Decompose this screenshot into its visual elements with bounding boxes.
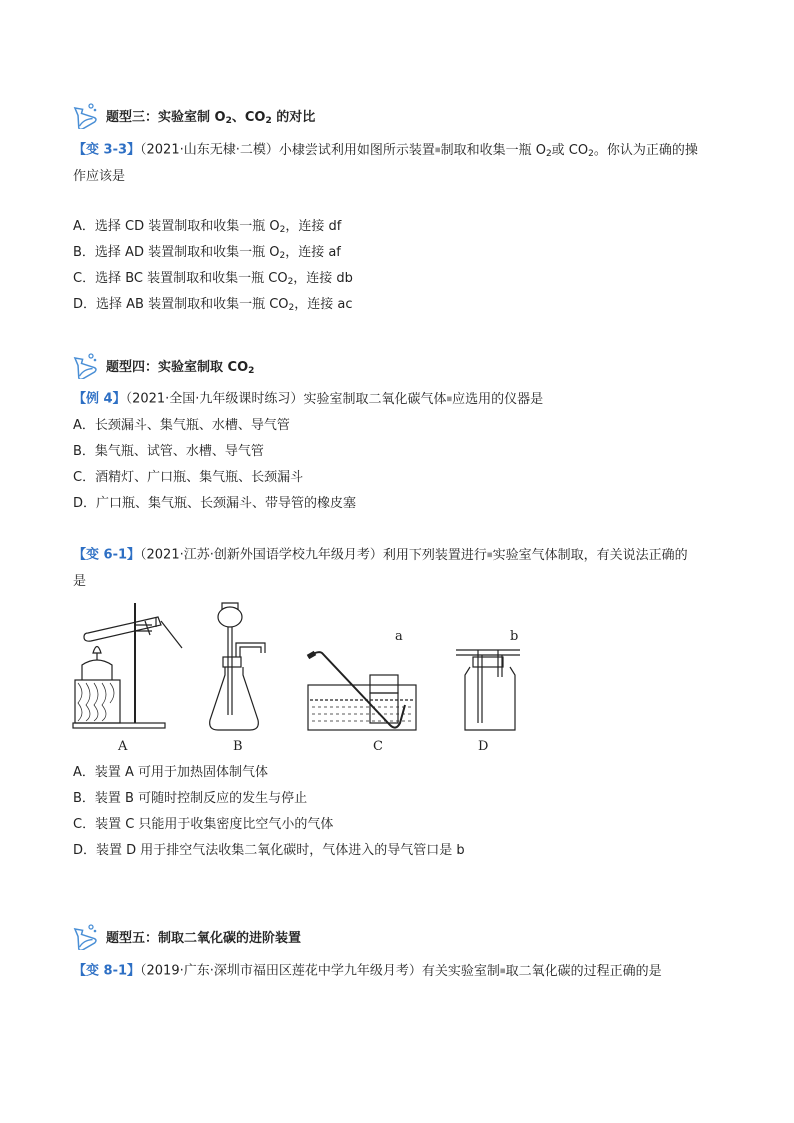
- section-heading-3: [70, 100, 315, 130]
- option-d[interactable]: D．装置 D 用于排空气法收集二氧化碳时，气体进入的导气管口是 b: [73, 843, 465, 858]
- question-source: （2021·全国·九年级课时练习）: [125, 391, 304, 407]
- question-stem: 利用下列装置进行■实验室气体制取，有关说法正确的: [382, 547, 688, 563]
- question-6-1: [73, 542, 733, 595]
- flask-icon: [70, 101, 100, 129]
- option-a[interactable]: A．装置 A 可用于加热固体制气体: [73, 765, 269, 780]
- apparatus-a: [73, 603, 182, 728]
- option-b[interactable]: B．装置 B 可随时控制反应的发生与停止: [73, 791, 308, 806]
- question-stem: 实验室制取二氧化碳气体■应选用的仪器是: [303, 391, 544, 407]
- option-d[interactable]: D．广口瓶、集气瓶、长颈漏斗、带导管的橡皮塞: [73, 495, 357, 511]
- question-8-1: [73, 958, 733, 985]
- option-d[interactable]: D．选择 AB 装置制取和收集一瓶 $CO_2$，连接 ac: [73, 297, 353, 313]
- question-stem-cont: 作应该是: [73, 168, 126, 184]
- section-title-5: 题型五：制取二氧化碳的进阶装置: [106, 930, 302, 946]
- figure-label-a: A: [118, 739, 128, 754]
- question-source: （2021·江苏·创新外国语学校九年级月考）: [140, 547, 383, 563]
- apparatus-c: [308, 652, 416, 730]
- option-a[interactable]: A．选择 CD 装置制取和收集一瓶 $O_2$，连接 df: [73, 219, 342, 235]
- question-stem: 小棣尝试利用如图所示装置■制取和收集一瓶 $O_2$或 $CO_2$。你认为正确的操: [278, 142, 698, 159]
- question-tag: 【变 6-1】: [73, 547, 141, 563]
- question-tag: 【例 4】: [73, 391, 126, 407]
- port-label-b: b: [510, 629, 519, 644]
- question-source: （2021·山东无棣·二模）: [140, 142, 279, 158]
- options-6-1: [73, 760, 733, 864]
- option-b[interactable]: B．选择 AD 装置制取和收集一瓶 $O_2$，连接 af: [73, 245, 341, 261]
- section-heading-4: [70, 350, 254, 380]
- option-a[interactable]: A．长颈漏斗、集气瓶、水槽、导气管: [73, 417, 290, 433]
- option-c[interactable]: C．选择 BC 装置制取和收集一瓶 $CO_2$，连接 db: [73, 271, 353, 287]
- port-label-a: a: [395, 629, 403, 644]
- question-tag: 【变 8-1】: [73, 963, 141, 979]
- question-stem: 有关实验室制■取二氧化碳的过程正确的是: [421, 963, 662, 979]
- option-c[interactable]: C．装置 C 只能用于收集密度比空气小的气体: [73, 817, 334, 832]
- options-3-3: [73, 214, 733, 318]
- option-b[interactable]: B．集气瓶、试管、水槽、导气管: [73, 443, 264, 459]
- example-4: [73, 386, 733, 517]
- apparatus-d: [456, 650, 520, 730]
- question-tag: 【变 3-3】: [73, 142, 141, 158]
- flask-icon: [70, 351, 100, 379]
- question-3-3: [73, 137, 733, 190]
- question-source: （2019·广东·深圳市福田区莲花中学九年级月考）: [140, 963, 422, 979]
- flask-icon: [70, 922, 100, 950]
- section-heading-5: [70, 921, 301, 951]
- apparatus-b: [210, 603, 265, 730]
- figure-label-b: B: [233, 739, 243, 754]
- section-title-4: 题型四：实验室制取 $CO_2$: [106, 359, 255, 376]
- question-stem-cont: 是: [73, 573, 87, 589]
- figure-label-c: C: [373, 739, 383, 754]
- apparatus-figure: [60, 595, 540, 735]
- figure-label-d: D: [478, 739, 489, 754]
- section-title-3: 题型三：实验室制 $O_2$、$CO_2$ 的对比: [106, 109, 316, 126]
- option-c[interactable]: C．酒精灯、广口瓶、集气瓶、长颈漏斗: [73, 469, 304, 485]
